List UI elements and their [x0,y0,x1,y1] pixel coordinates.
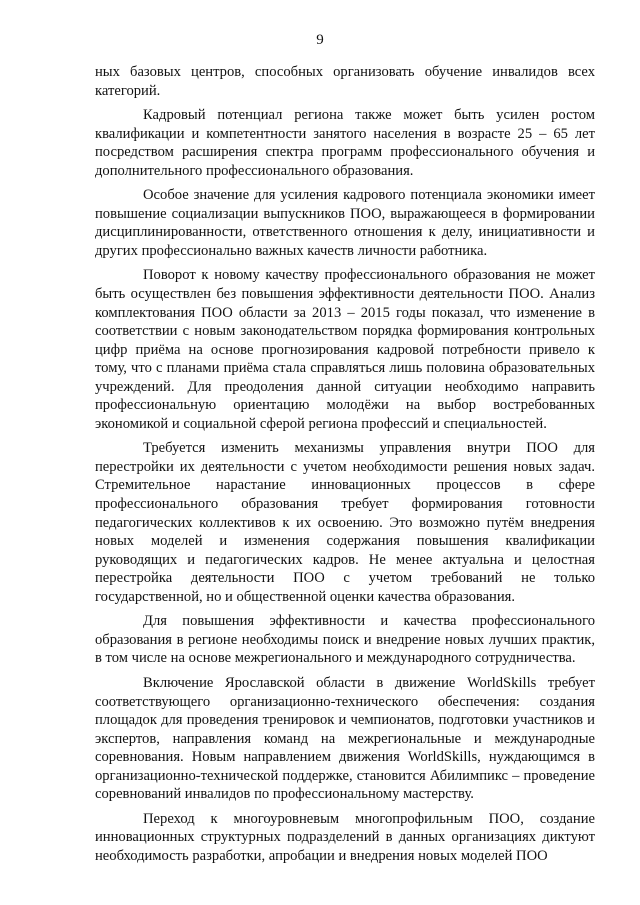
paragraph: Требуется изменить механизмы управления внутри ПОО для перестройки их деятельности с учетом необходимости решения новых задач. Стремительное нарастание инновационных процессов в сфере профессионального образования требует формирования готовности педагогических коллективов к их освоению. Это возможно путём внедрения новых моделей и изменения содержания повышения квалификации руководящих и педагогических кадров. Не менее актуальна и целостная перестройка деятельности ПОО с учетом требований не только государственной, но и общественной оценки качества образования. [95,440,595,605]
paragraph: Кадровый потенциал региона также может быть усилен ростом квалификации и компетентности занятого населения в возрасте 25 – 65 лет посредством расширения спектра программ профессионального обучения и дополнительного профессионального образования. [95,107,595,179]
body-text [95,63,595,871]
paragraph: Для повышения эффективности и качества профессионального образования в регионе необходимы поиск и внедрение новых лучших практик, в том числе на основе межрегионального и международного сотрудничества. [95,613,595,667]
paragraph: Особое значение для усиления кадрового потенциала экономики имеет повышение социализации выпускников ПОО, выражающееся в формировании дисциплинированности, ответственного отношения к делу, инициативности и других профессионально важных качеств личности работника. [95,187,595,259]
page-number: 9 [316,32,324,48]
paragraph: Переход к многоуровневым многопрофильным ПОО, создание инновационных структурных подразделений в данных организациях диктуют необходимость разработки, апробации и внедрения новых моделей ПОО [95,810,595,864]
paragraph: ных базовых центров, способных организовать обучение инвалидов всех категорий. [95,64,595,99]
paragraph: Включение Ярославской области в движение WorldSkills требует соответствующего организационно-технического обеспечения: создания площадок для проведения тренировок и чемпионатов, подготовки участников и экспертов, направления команд на межрегиональные и международные соревнования. Новым направлением движения WorldSkills, нуждающимся в организационно-технической поддержке, становится Абилимпикс – проведение соревнований инвалидов по профессиональному мастерству. [95,674,595,803]
paragraph: Поворот к новому качеству профессионального образования не может быть осуществлен без повышения эффективности деятельности ПОО. Анализ комплектования ПОО области за 2013 – 2015 годы показал, что изменение в соответствии с новым законодательством порядка формирования контрольных цифр приёма на основе прогнозирования кадровой потребности привело к тому, что с планами приёма стала справляться лишь половина образовательных учреждений. Для преодоления данной ситуации необходимо направить профессиональную ориентацию молодёжи на выбор востребованных экономикой и социальной сферой региона профессий и специальностей. [95,267,595,432]
